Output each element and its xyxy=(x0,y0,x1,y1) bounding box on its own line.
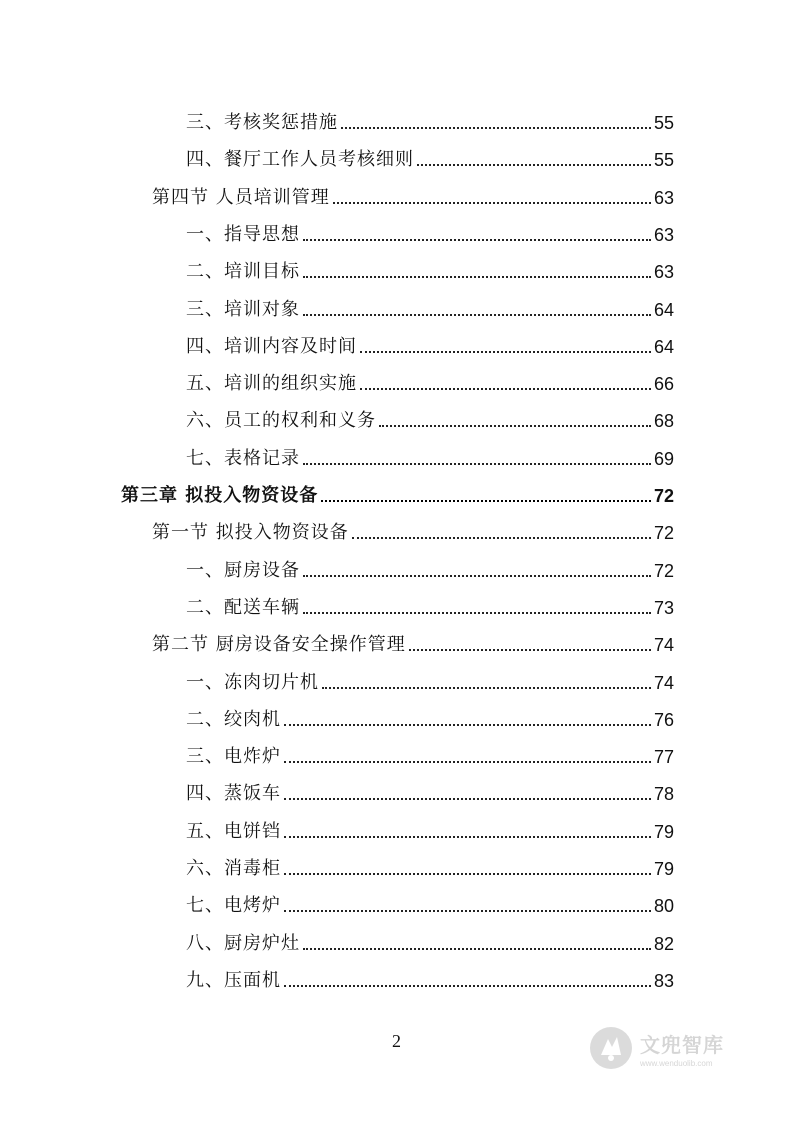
toc-dot-leader xyxy=(322,687,651,689)
toc-dot-leader xyxy=(417,164,651,166)
toc-entry-item[interactable] xyxy=(186,962,674,992)
toc-entry-title: 一、厨房设备 xyxy=(186,559,300,581)
toc-entry-title: 四、餐厅工作人员考核细则 xyxy=(186,149,414,171)
toc-dot-leader xyxy=(352,537,651,539)
toc-entry-page: 73 xyxy=(653,597,674,618)
toc-entry-title: 第二节 厨房设备安全操作管理 xyxy=(152,634,406,656)
toc-entry-section[interactable] xyxy=(152,514,674,544)
toc-entry-page: 64 xyxy=(653,336,674,357)
toc-entry-page: 74 xyxy=(653,672,674,693)
toc-entry-title: 第三章 拟投入物资设备 xyxy=(121,485,319,506)
toc-dot-leader xyxy=(303,239,651,241)
toc-dot-leader xyxy=(303,948,651,950)
toc-entry-title: 二、配送车辆 xyxy=(186,596,300,618)
toc-entry-section[interactable] xyxy=(152,179,674,209)
toc-entry-title: 六、消毒柜 xyxy=(186,858,281,879)
toc-dot-leader xyxy=(284,798,651,800)
toc-entry-page: 69 xyxy=(653,448,674,469)
toc-entry-title: 二、培训目标 xyxy=(186,261,300,283)
toc-dot-leader xyxy=(284,724,651,726)
toc-entry-item[interactable] xyxy=(186,925,674,955)
toc-entry-title: 三、考核奖惩措施 xyxy=(186,112,338,133)
toc-entry-item[interactable] xyxy=(186,775,674,805)
toc-dot-leader xyxy=(360,351,651,353)
toc-entry-title: 第四节 人员培训管理 xyxy=(152,186,330,208)
toc-entry-item[interactable] xyxy=(186,440,674,470)
toc-entry-page: 63 xyxy=(653,224,674,245)
toc-entry-title: 一、指导思想 xyxy=(186,223,300,245)
toc-entry-page: 55 xyxy=(653,113,674,133)
toc-entry-item[interactable] xyxy=(186,887,674,917)
toc-dot-leader xyxy=(379,425,651,427)
watermark-name: 文兜智库 xyxy=(640,1032,724,1057)
toc-entry-title: 一、冻肉切片机 xyxy=(186,671,319,693)
toc-entry-page: 72 xyxy=(653,523,674,544)
toc-dot-leader xyxy=(303,276,651,278)
toc-entry-title: 八、厨房炉灶 xyxy=(186,932,300,954)
toc-entry-item[interactable] xyxy=(186,104,674,134)
toc-entry-item[interactable] xyxy=(186,701,674,731)
toc-entry-title: 三、电炸炉 xyxy=(186,746,281,768)
toc-entry-title: 二、绞肉机 xyxy=(186,708,281,730)
toc-entry-page: 64 xyxy=(653,299,674,320)
toc-entry-page: 55 xyxy=(653,150,674,171)
toc-entry-title: 七、电烤炉 xyxy=(186,895,281,917)
toc-entry-page: 63 xyxy=(653,187,674,208)
toc-dot-leader xyxy=(284,985,651,987)
toc-dot-leader xyxy=(284,873,651,875)
toc-entry-page: 78 xyxy=(653,784,674,805)
toc-entry-title: 五、培训的组织实施 xyxy=(186,373,357,395)
toc-dot-leader xyxy=(303,314,651,316)
toc-entry-item[interactable] xyxy=(186,738,674,768)
toc-entry-page: 82 xyxy=(653,933,674,954)
toc-entry-chapter[interactable] xyxy=(121,477,674,507)
toc-dot-leader xyxy=(333,202,651,204)
watermark-url: www.wenduolib.com xyxy=(640,1058,713,1068)
toc-entry-title: 四、培训内容及时间 xyxy=(186,335,357,357)
toc-dot-leader xyxy=(303,612,651,614)
watermark-logo-icon xyxy=(588,1025,634,1071)
toc-entry-page: 72 xyxy=(653,560,674,581)
toc-entry-item[interactable] xyxy=(186,141,674,171)
toc-entry-page: 77 xyxy=(653,747,674,768)
toc-entry-page: 83 xyxy=(653,970,674,991)
toc-entry-page: 68 xyxy=(653,411,674,432)
watermark xyxy=(588,1018,768,1078)
toc-entry-title: 第一节 拟投入物资设备 xyxy=(152,522,349,544)
toc-entry-item[interactable] xyxy=(186,589,674,619)
toc-entry-page: 63 xyxy=(653,262,674,283)
toc-entry-page: 76 xyxy=(653,709,674,730)
toc-dot-leader xyxy=(303,575,651,577)
toc-entry-item[interactable] xyxy=(186,328,674,358)
toc-entry-page: 79 xyxy=(653,821,674,842)
toc-entry-title: 六、员工的权利和义务 xyxy=(186,410,376,432)
toc-entry-item[interactable] xyxy=(186,552,674,582)
page-number: 2 xyxy=(392,1031,401,1051)
toc-dot-leader xyxy=(321,500,651,502)
toc-entry-item[interactable] xyxy=(186,850,674,880)
toc-entry-title: 三、培训对象 xyxy=(186,298,300,320)
toc-entry-item[interactable] xyxy=(186,365,674,395)
toc-entry-item[interactable] xyxy=(186,216,674,246)
toc-dot-leader xyxy=(360,388,651,390)
toc-dot-leader xyxy=(303,463,651,465)
toc-entry-title: 九、压面机 xyxy=(186,969,281,991)
toc-entry-page: 74 xyxy=(653,635,674,656)
toc-entry-title: 七、表格记录 xyxy=(186,447,300,469)
toc-entry-page: 79 xyxy=(653,859,674,879)
toc-entry-page: 80 xyxy=(653,896,674,917)
toc-dot-leader xyxy=(284,836,651,838)
toc-dot-leader xyxy=(341,127,651,129)
toc-entry-title: 五、电饼铛 xyxy=(186,820,281,842)
toc-entry-item[interactable] xyxy=(186,291,674,321)
toc-dot-leader xyxy=(284,761,651,763)
toc-dot-leader xyxy=(409,649,651,651)
toc-entry-item[interactable] xyxy=(186,813,674,843)
toc-dot-leader xyxy=(284,910,651,912)
toc-entry-section[interactable] xyxy=(152,626,674,656)
toc-entry-page: 72 xyxy=(653,486,674,506)
toc-entry-item[interactable] xyxy=(186,664,674,694)
toc-entry-item[interactable] xyxy=(186,253,674,283)
toc-entry-title: 四、蒸饭车 xyxy=(186,783,281,805)
toc-entry-page: 66 xyxy=(653,374,674,395)
toc-entry-item[interactable] xyxy=(186,402,674,432)
